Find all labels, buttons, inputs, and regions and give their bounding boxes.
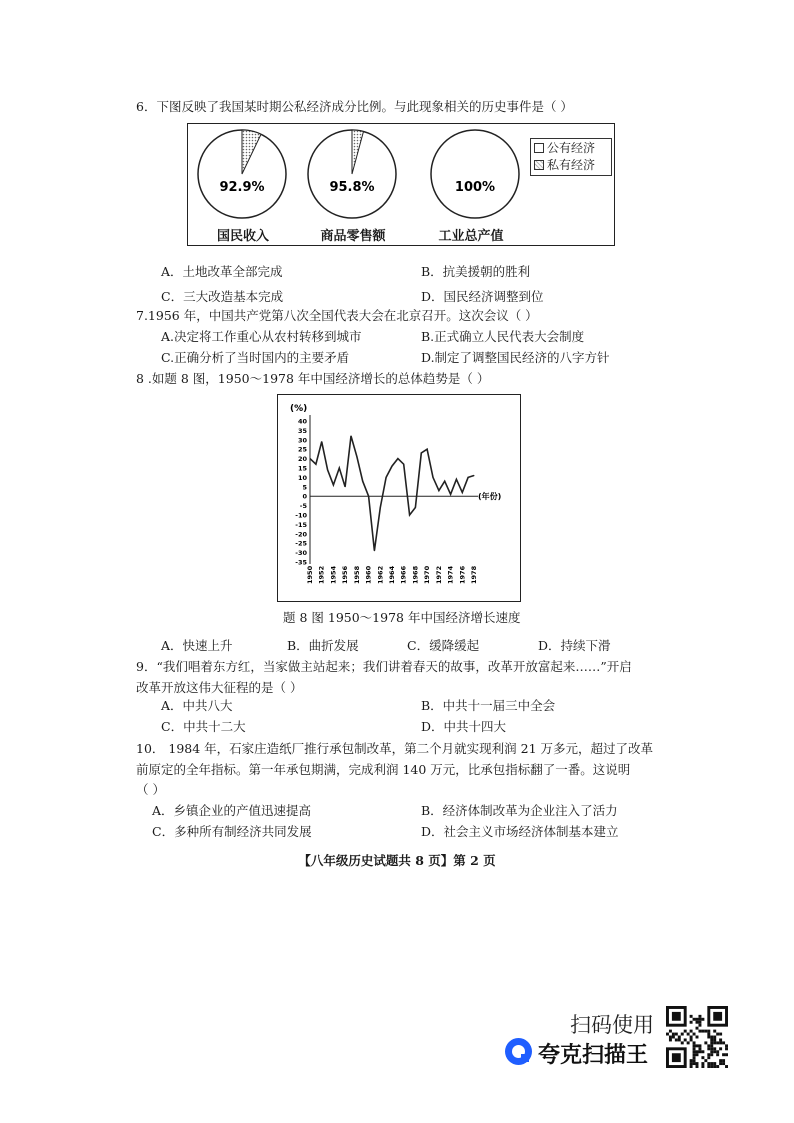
data-point	[438, 490, 439, 491]
x-tick-label: 1952	[317, 565, 326, 584]
q6-option-c[interactable]: C．三大改造基本完成	[161, 289, 284, 304]
y-tick-label: 5	[302, 483, 307, 492]
x-tick-label: 1968	[411, 565, 420, 584]
data-point	[392, 466, 393, 467]
legend-swatch-public	[534, 143, 544, 153]
q8-stem: 8 .如题 8 图，1950～1978 年中国经济增长的总体趋势是（ ）	[136, 371, 490, 386]
data-point	[368, 496, 369, 497]
data-point	[474, 475, 475, 476]
data-point	[374, 550, 375, 551]
q9-stem-line1: 9．“我们唱着东方红，当家做主站起来；我们讲着春天的故事，改革开放富起来……”开启	[136, 659, 632, 674]
data-point	[397, 458, 398, 459]
data-point	[310, 458, 311, 459]
pie-legend	[530, 138, 612, 176]
x-tick-label: 1970	[423, 565, 432, 584]
data-point	[333, 484, 334, 485]
pie-0-value: 92.9%	[219, 180, 265, 195]
q7-option-d[interactable]: D.制定了调整国民经济的八字方针	[421, 350, 610, 365]
growth-line-chart	[277, 394, 521, 602]
x-tick-label: 1964	[388, 565, 396, 584]
y-tick-label: -25	[295, 539, 307, 548]
data-point	[386, 477, 387, 478]
data-point	[421, 452, 422, 453]
q10-option-c[interactable]: C．多种所有制经济共同发展	[152, 824, 312, 839]
data-point	[356, 456, 357, 457]
q8-option-b[interactable]: B．曲折发展	[287, 638, 359, 653]
y-tick-label: 0	[302, 492, 307, 501]
q7-stem: 7.1956 年，中国共产党第八次全国代表大会在北京召开。这次会议（ ）	[136, 308, 538, 323]
growth-chart-svg	[278, 395, 522, 603]
y-tick-label: 40	[297, 417, 307, 426]
x-tick-label: 1954	[329, 565, 338, 584]
y-tick-label: 10	[297, 473, 307, 482]
pie-2-value: 100%	[454, 180, 496, 195]
legend-swatch-private	[534, 160, 544, 170]
x-tick-label: 1960	[364, 565, 373, 584]
chart-x-label: (年份)	[478, 492, 502, 501]
x-tick-label: 1958	[352, 565, 361, 584]
q8-option-d[interactable]: D．持续下滑	[538, 638, 611, 653]
data-point	[444, 481, 445, 482]
chart-caption: 题 8 图 1950～1978 年中国经济增长速度	[283, 610, 521, 625]
q10-stem-line3: （ ）	[136, 782, 165, 797]
scan-to-use-text: 扫码使用	[570, 1013, 654, 1037]
qr-code-icon[interactable]	[666, 1006, 728, 1068]
x-tick-label: 1966	[399, 565, 408, 584]
data-point	[321, 441, 322, 442]
data-point	[380, 507, 381, 508]
q10-stem-line2: 前原定的全年指标。第一年承包期满，完成利润 140 万元，比承包指标翻了一番。这说明	[136, 762, 631, 777]
quark-logo-icon	[505, 1038, 532, 1065]
x-tick-label: 1972	[434, 565, 443, 584]
legend-private-label: 私有经济	[547, 158, 596, 172]
data-point	[327, 469, 328, 470]
q10-stem-line1: 10． 1984 年，石家庄造纸厂推行承包制改革，第二个月就实现利润 21 万多元，超过了改革	[136, 741, 654, 756]
q10-option-d[interactable]: D．社会主义市场经济体制基本建立	[421, 824, 619, 839]
data-point	[362, 481, 363, 482]
q9-option-c[interactable]: C．中共十二大	[161, 719, 246, 734]
legend-public-label: 公有经济	[547, 141, 596, 155]
q6-option-b[interactable]: B．抗美援朝的胜利	[421, 264, 531, 279]
pie-label-national-income: 国民收入	[216, 229, 269, 244]
q6-option-a[interactable]: A．土地改革全部完成	[161, 264, 283, 279]
x-tick-label: 1956	[341, 565, 350, 584]
data-point	[450, 494, 451, 495]
q10-option-b[interactable]: B．经济体制改革为企业注入了活力	[421, 803, 618, 818]
growth-series-line	[310, 436, 474, 551]
legend-public	[531, 139, 611, 156]
q9-option-a[interactable]: A．中共八大	[161, 698, 233, 713]
y-tick-label: -20	[295, 530, 307, 539]
y-tick-label: -5	[299, 502, 307, 511]
x-tick-label: 1950	[306, 565, 314, 584]
q8-option-c[interactable]: C．缓降缓起	[407, 638, 480, 653]
x-tick-label: 1976	[458, 565, 467, 584]
x-tick-label: 1978	[470, 565, 478, 584]
q7-option-a[interactable]: A.决定将工作重心从农村转移到城市	[161, 329, 362, 344]
y-tick-label: -30	[295, 549, 307, 558]
pie-label-industrial-output: 工业总产值	[438, 229, 504, 244]
app-name: 夸克扫描王	[538, 1043, 649, 1068]
y-tick-label: 20	[297, 455, 307, 464]
q9-option-b[interactable]: B．中共十一届三中全会	[421, 698, 556, 713]
chart-y-label: (%)	[290, 404, 308, 414]
data-point	[403, 464, 404, 465]
data-point	[427, 449, 428, 450]
y-tick-label: 30	[297, 436, 307, 445]
q6-stem: 6．下图反映了我国某时期公私经济成分比例。与此现象相关的历史事件是（ ）	[136, 99, 573, 114]
data-point	[456, 479, 457, 480]
y-tick-label: -15	[295, 520, 307, 529]
data-point	[351, 436, 352, 437]
page-footer: 【八年级历史试题共 8 页】第 2 页	[298, 853, 496, 868]
data-point	[409, 515, 410, 516]
data-point	[462, 492, 463, 493]
y-tick-label: 15	[297, 464, 307, 473]
y-tick-label: 35	[297, 426, 307, 435]
data-point	[433, 477, 434, 478]
y-tick-label: -35	[295, 558, 307, 567]
data-point	[315, 464, 316, 465]
data-point	[345, 486, 346, 487]
q6-option-d[interactable]: D．国民经济调整到位	[421, 289, 544, 304]
q10-option-a[interactable]: A．乡镇企业的产值迅速提高	[152, 803, 312, 818]
y-tick-label: 25	[297, 445, 307, 454]
q9-stem-line2: 改革开放这伟大征程的是（ ）	[136, 680, 303, 695]
q7-option-b[interactable]: B.正式确立人民代表大会制度	[421, 329, 585, 344]
data-point	[339, 468, 340, 469]
pie-2-public	[431, 130, 519, 218]
q7-option-c[interactable]: C.正确分析了当时国内的主要矛盾	[161, 350, 350, 365]
q9-option-d[interactable]: D．中共十四大	[421, 719, 507, 734]
x-tick-label: 1974	[446, 565, 455, 584]
q8-option-a[interactable]: A．快速上升	[161, 638, 233, 653]
data-point	[415, 507, 416, 508]
legend-private	[531, 156, 611, 173]
pie-label-retail-sales: 商品零售额	[320, 229, 386, 244]
x-tick-label: 1962	[376, 565, 385, 584]
data-point	[468, 477, 469, 478]
y-tick-label: -10	[295, 511, 307, 520]
pie-1-value: 95.8%	[329, 180, 375, 195]
